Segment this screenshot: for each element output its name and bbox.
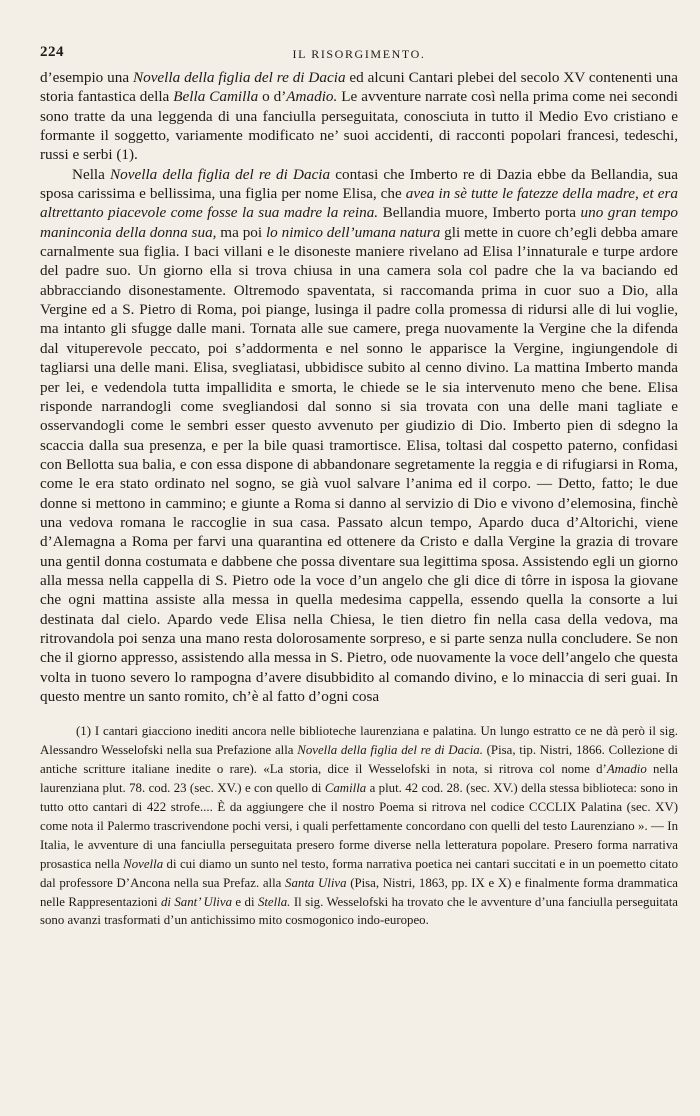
text-run: (Pisa, Nistri, 1863, pp. IX e X) e finalmente forma drammatica nelle Rappresentazioni <box>40 875 678 909</box>
text-run: (1) I cantari giacciono inediti ancora nelle biblioteche laurenziana e palatina. Un lungo estratto ce ne dà però il sig. Alessandro Wesselofski nella sua Prefazione alla <box>40 724 678 758</box>
footnote <box>40 722 678 930</box>
italic-quote: avea in sè tutte le fatezze della madre, et era altrettanto piacevole come fosse la sua madre la reina. <box>40 185 678 222</box>
text-run: Nella <box>72 165 111 183</box>
italic-title: Stella. <box>257 894 291 909</box>
italic-title: Amadio <box>606 762 647 777</box>
italic-title: di Sant’ Uliva <box>160 894 232 909</box>
text-run: (Pisa, tip. Nistri, 1866. Collezione di antiche scritture italiane inedite o rare). «La storia, dice il Wesselofski in nota, si ritrova col nome d’ <box>40 743 678 777</box>
running-title: IL RISORGIMENTO. <box>292 47 426 61</box>
text-run: Bellandia muore, Imberto porta <box>378 204 581 222</box>
italic-quote: uno gran tempo maninconia della donna sua, <box>40 204 679 241</box>
italic-title: Novella della figlia del re di Dacia <box>110 165 331 183</box>
paragraph-2 <box>40 165 678 707</box>
text-run: gli mette in cuore ch’egli debba amare carnalmente sua figlia. I baci villani e le disoneste maniere rivelano ad Elisa l’innaturale e turpe ardore del padre suo. Un giorno ella si trova chiusa in una camera sola col padre che la va baciando ed abbracciando disonestamente. Oltremodo spaventata, si raccomanda prima in cuor suo a Dio, alla Vergine ed a S. Pietro di Roma, poi piange, lusinga il padre colla promessa di ridursi alle di lui voglie, ma intanto gli sfugge dalle mani. Tornata alle sue camere, prega nuovamente la Vergine che la difenda dal vituperevole peccato, poi s’addormenta e nel sonno le apparisce la Vergine, ingiungendole di tagliarsi una delle mani. Elisa, svegliatasi, ubbidisce subito al cenno divino. La mattina Imberto manda per lei, e vedendola tutta impallidita e smorta, le chiede se le sia intervenuto meno che bene. Elisa risponde narrandogli come svegliandosi dal sonno si sia trovata con una delle mani tagliate e osservandogli come le sembri esser questo avvenuto per giudizio di Dio. Imberto pien di sdegno la scaccia dalla sua presenza, e per la bile quasi tramortisce. Elisa, toltasi dal cospetto paterno, confidasi con Bellotta sua balia, e con essa dispone di abbandonare segretamente la reggia e di rifugiarsi in Roma, come le era stato ordinato nel sogno, se già vuol salvare l’anima ed il corpo. — Detto, fatto; le due donne si mettono in cammino; e giunte a Roma si danno al servizio di Dio e vivono d’elemosina, finchè una vedova romana le raccoglie in sua casa. Passato alcun tempo, Apardo duca d’Altorichi, viene d’Alemagna a Roma per farvi una quarantina ed ottenere da Cristo e dalla Vergine la grazia di trovare una gentil donna costumata e dabbene che possa diventare sua legittima sposa. Assistendo egli un giorno alla messa nella cappella di S. Pietro ode la voce d’un angelo che gli dice di tôrre in isposa la giovane che ogni mattina assiste alla messa in quella medesima cappella, essendo quella la consorte a lui destinata dal cielo. Apardo vede Elisa nella Chiesa, le tien dietro fin nella casa della vedova, ma ritrovandola poi senza una mano resta dolorosamente sorpreso, e si parte senza nulla concludere. Se non che il giorno appresso, assistendo alla messa in S. Pietro, ode nuovamente la voce dell’angelo che questa volta in tuono severo lo rampogna d’avere disubbidito al comando divino, e lo minaccia di seri guai. In questo mentre un santo romito, ch’è al fatto d’ogni cosa <box>40 223 678 705</box>
italic-title: Novella della figlia del re di Dacia <box>132 69 346 86</box>
footnote-1 <box>40 722 678 930</box>
italic-title: Amadio. <box>286 88 338 106</box>
italic-quote: lo nimico dell’umana natura <box>265 223 441 241</box>
text-run: o d’ <box>258 88 287 106</box>
text-run: ed alcuni Cantari plebei del secolo XV contenenti una storia fantastica della <box>40 69 678 106</box>
text-run: nella laurenziana plut. 78. cod. 23 (sec. XV.) e con quello di <box>40 762 678 796</box>
italic-title: Santa Uliva <box>285 875 347 890</box>
text-run: di cui diamo un sunto nel testo, forma narrativa poetica nei cantari succitati e in un poemetto citato dal professore D’Ancona nella sua Prefaz. alla <box>40 856 678 890</box>
text-run: e di <box>232 894 258 909</box>
text-run: contasi che Imberto re di Dazia ebbe da Bellandia, sua sposa carissima e bellissima, una figlia per nome Elisa, che <box>40 165 678 203</box>
italic-title: Camilla <box>324 781 367 796</box>
main-text <box>40 68 678 706</box>
text-run: Le avventure narrate così nella prima come nei secondi sono tratte da una leggenda di una fanciulla perseguitata, conosciuta in tutto il Medio Evo cristiano e formante il soggetto, variamente modificato ne’ suoi accidenti, di racconti popolari francesi, tedeschi, russi e serbi (1). <box>40 88 678 164</box>
text-run: Il sig. Wesselofski ha trovato che le avventure d’una fanciulla perseguitata sono avanzi trasformati d’un antichissimo mito cosmogonico indo-europeo. <box>40 894 678 928</box>
page-number: 224 <box>40 44 64 60</box>
book-page <box>40 44 678 930</box>
text-run: d’esempio una <box>40 69 133 86</box>
text-run: ma poi <box>216 223 266 241</box>
italic-title: Bella Camilla <box>173 88 259 106</box>
italic-title: Novella <box>123 856 164 871</box>
paragraph-1 <box>40 68 678 165</box>
page-header <box>40 44 678 68</box>
italic-title: Novella della figlia del re di Dacia. <box>297 743 483 758</box>
text-run: a plut. 42 cod. 28. (sec. XV.) della stessa biblioteca: sono in tutto otto cantari di 422 strofe.... È da aggiungere che il nostro Poema si ritrova nel codice CCCLIX Palatina (sec. XV) come nota il Palermo trascrivendone pochi versi, i quali perfettamente concordano con quelli del testo Laurenziano ». — In Italia, le avventure di una fanciulla perseguitata presero forme diverse nella letteratura popolare. Presero forma narrativa prosastica nella <box>40 781 678 871</box>
